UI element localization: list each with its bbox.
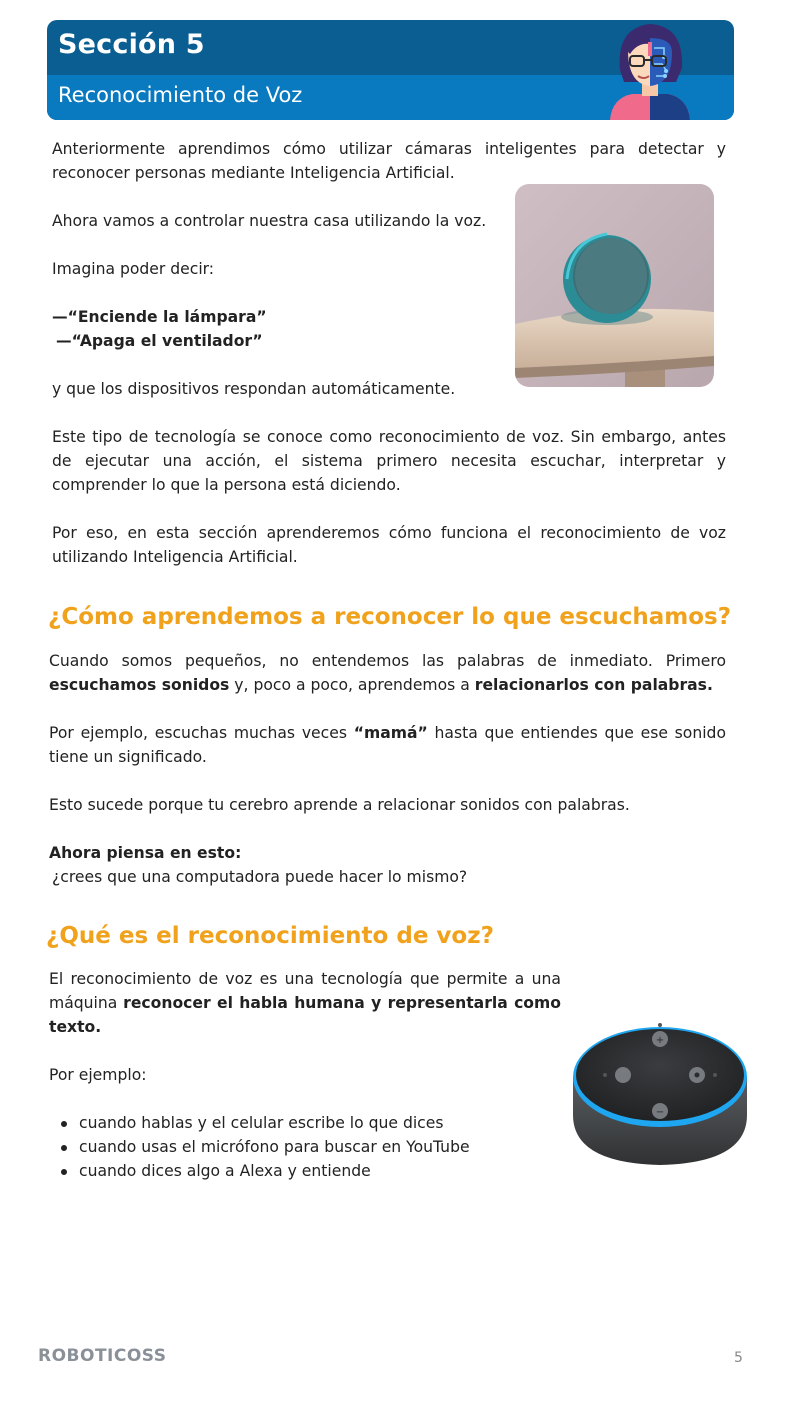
svg-text:+: +: [655, 1035, 665, 1046]
intro-paragraph-6: Por eso, en esta sección aprenderemos cómo funciona el reconocimiento de voz utilizando Inteligencia Artificial.: [52, 524, 726, 566]
roboticoss-logo: ROBOTICOSS: [38, 1346, 167, 1366]
heading-what-is-voice-recognition: ¿Qué es el reconocimiento de voz?: [46, 923, 494, 949]
learn-paragraph-2: Por ejemplo, escuchas muchas veces “mamá” hasta que entiendes que ese sonido tiene un significado.: [49, 724, 726, 766]
heading-how-we-learn: ¿Cómo aprendemos a reconocer lo que escuchamos?: [48, 604, 732, 630]
echo-dot-speaker-image: [565, 1015, 755, 1175]
svg-text:−: −: [655, 1107, 665, 1118]
list-item: cuando hablas y el celular escribe lo que dices: [49, 1111, 561, 1135]
what-paragraph-1: El reconocimiento de voz es una tecnología que permite a una máquina reconocer el habla humana y representarla como texto.: [49, 970, 561, 1036]
section-subtitle: Reconocimiento de Voz: [58, 83, 303, 107]
intro-paragraph-5: Este tipo de tecnología se conoce como reconocimiento de voz. Sin embargo, antes de ejecutar una acción, el sistema primero necesita escuchar, interpretar y comprender lo que la persona está diciendo.: [52, 428, 726, 494]
smart-speaker-photo: [515, 184, 714, 387]
intro-paragraph-4: y que los dispositivos respondan automáticamente.: [52, 380, 456, 398]
example-quote-1: —“Enciende la lámpara”: [52, 308, 267, 326]
intro-paragraph-2: Ahora vamos a controlar nuestra casa utilizando la voz.: [52, 212, 487, 230]
examples-list: [49, 1111, 561, 1183]
intro-paragraph-3: Imagina poder decir:: [52, 260, 215, 278]
list-item: cuando usas el micrófono para buscar en YouTube: [49, 1135, 561, 1159]
learn-paragraph-1: Cuando somos pequeños, no entendemos las palabras de inmediato. Primero escuchamos sonidos y, poco a poco, aprendemos a relacionarlos con palabras.: [49, 652, 726, 694]
section-header-banner: [47, 20, 734, 120]
intro-paragraph-1: Anteriormente aprendimos cómo utilizar cámaras inteligentes para detectar y reconocer personas mediante Inteligencia Artificial.: [52, 140, 726, 182]
think-prompt-label: Ahora piensa en esto:: [49, 844, 242, 862]
think-prompt-question: ¿crees que una computadora puede hacer lo mismo?: [52, 868, 468, 886]
what-paragraph-2: Por ejemplo:: [49, 1066, 147, 1084]
example-quote-2: —“Apaga el ventilador”: [56, 332, 263, 350]
page-number: 5: [734, 1350, 743, 1366]
list-item: cuando dices algo a Alexa y entiende: [49, 1159, 561, 1183]
section-title: Sección 5: [58, 29, 205, 60]
learn-paragraph-3: Esto sucede porque tu cerebro aprende a relacionar sonidos con palabras.: [49, 796, 630, 814]
ai-person-avatar-icon: [602, 20, 697, 120]
